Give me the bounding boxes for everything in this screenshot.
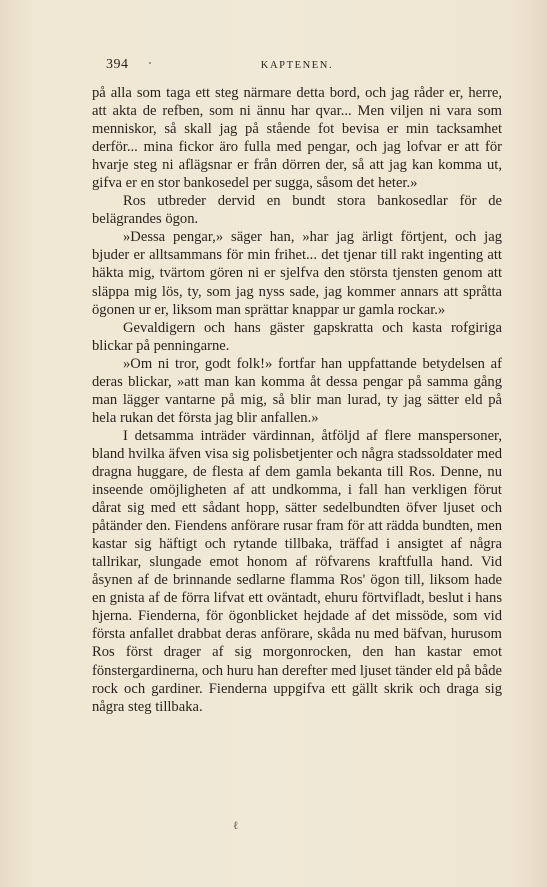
paragraph-4: Gevaldigern och hans gäster gapskratta och kasta rofgiriga blickar på penningarne. bbox=[92, 319, 502, 354]
page-number: 394 bbox=[106, 57, 129, 72]
paragraph-3: »Dessa pengar,» säger han, »har jag ärligt förtjent, och jag bjuder er alltsammans för min frihet... det tjenar till rakt ingenting att häkta mig, tvärtom gören ni er sjelfva den största tjensten genom att släppa mig lös, ty, som jag nyss sade, jag kommer annars att språtta ögonen ur er, liksom man sprättar knappar ur gamla rockar.» bbox=[92, 229, 502, 318]
paragraph-1: på alla som taga ett steg närmare detta bord, och jag råder er, herre, att akta de refben, som ni ännu har qvar... Men viljen ni vara som menniskor, så skall jag på stående fot bevisa er min tacksamhet derför... mina fickor äro fulla med pengar, och jag lofvar er att för hvarje steg ni aflägsnar er från dörren der, så att jag kan komma ut, gifva er en stor bankosedel per sugga, såsom det heter.» bbox=[92, 85, 502, 192]
footer-mark: ℓ bbox=[233, 820, 239, 832]
running-head: KAPTENEN. bbox=[260, 60, 334, 71]
body-text bbox=[92, 84, 502, 716]
paragraph-2: Ros utbreder dervid en bundt stora bankosedlar för de belägrandes ögon. bbox=[92, 193, 502, 228]
paragraph-6: I detsamma inträder värdinnan, åtföljd af flere manspersoner, bland hvilka äfven visa sig polisbetjenter och några stadssoldater med dragna huggare, de flesta af dem gamla bekanta till Ros. Denne, nu inseende omöjligheten af att undkomma, i fall han verkligen förut dårat sig med ett sådant hopp, sätter sedelbundten öfver ljuset och påtänder den. Fiendens anförare rusar fram för att rädda bundten, men kastar sig häftigt och rytande tillbaka, träffad i ansigtet af några tallrikar, slungade emot honom af röfvarens kraftfulla hand. Vid åsynen af de brinnande sedlarne flamma Ros' ögon till, liksom hade en gnista af de förra lifvat ett oväntadt, ehuru förtvifladt, beslut i hans hjerna. Fienderna, för ögonblicket hejdade af det missöde, som vid första anfallet drabbat deras anförare, skåda nu med bäfvan, hurusom Ros först drager af sig morgonrocken, den han kastar emot fönstergardinerna, och huru han derefter med ljuset tänder eld på både rock och gardiner. Fienderna uppgifva ett gällt skrik och draga sig några steg tillbaka. bbox=[92, 427, 502, 715]
page-header bbox=[92, 57, 502, 77]
paragraph-5: »Om ni tror, godt folk!» fortfar han uppfattande betydelsen af deras blickar, »att man kan komma åt dessa pengar på samma gång man lägger vantarne på mig, så blir man lurad, ty jag sätter eld på hela rukan det första jag blir anfallen.» bbox=[92, 355, 502, 426]
